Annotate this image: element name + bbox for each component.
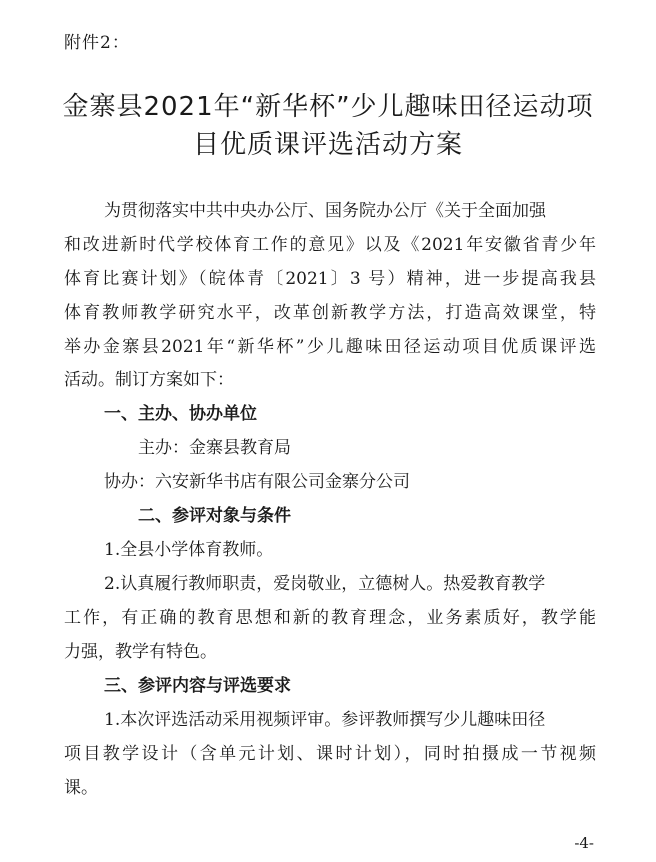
intro-line-6: 活动。制订方案如下： [64,370,234,390]
section-3-item-1-line-2: 项目教学设计（含单元计划、课时计划），同时拍摄成一节视频 [64,744,596,764]
section-2-item-2-line-1: 2.认真履行教师职责，爱岗敬业，立德树人。热爱教育教学 [104,574,546,594]
section-1-co-host: 协办：六安新华书店有限公司金寨分公司 [104,472,410,492]
intro-line-1: 为贯彻落实中共中央办公厅、国务院办公厅《关于全面加强 [104,201,546,221]
section-1-host: 主办：金寨县教育局 [138,438,291,458]
section-3-item-1-line-1: 1.本次评选活动采用视频评审。参评教师撰写少儿趣味田径 [104,710,546,730]
intro-line-5: 举办金寨县2021年“新华杯”少儿趣味田径运动项目优质课评选 [64,337,596,357]
section-1-heading: 一、主办、协办单位 [104,404,257,424]
page-number: -4- [574,834,594,852]
intro-line-2: 和改进新时代学校体育工作的意见》以及《2021年安徽省青少年 [64,235,596,255]
document-title-line-1: 金寨县2021年“新华杯”少儿趣味田径运动项 [62,92,594,122]
intro-line-4: 体育教师教学研究水平，改革创新教学方法，打造高效课堂，特 [64,303,596,323]
section-3-heading: 三、参评内容与评选要求 [104,676,291,696]
section-2-item-2-line-2: 工作，有正确的教育思想和新的教育理念，业务素质好，教学能 [64,608,596,628]
intro-line-3: 体育比赛计划》（皖体青〔2021〕3 号）精神，进一步提高我县 [64,269,596,289]
attachment-label: 附件2： [64,33,130,53]
section-2-item-2-line-3: 力强，教学有特色。 [64,642,217,662]
section-2-item-1: 1.全县小学体育教师。 [104,540,274,560]
document-title-line-2: 目优质课评选活动方案 [192,130,463,160]
section-2-heading: 二、参评对象与条件 [138,506,291,526]
section-3-item-1-line-3: 课。 [64,778,98,798]
